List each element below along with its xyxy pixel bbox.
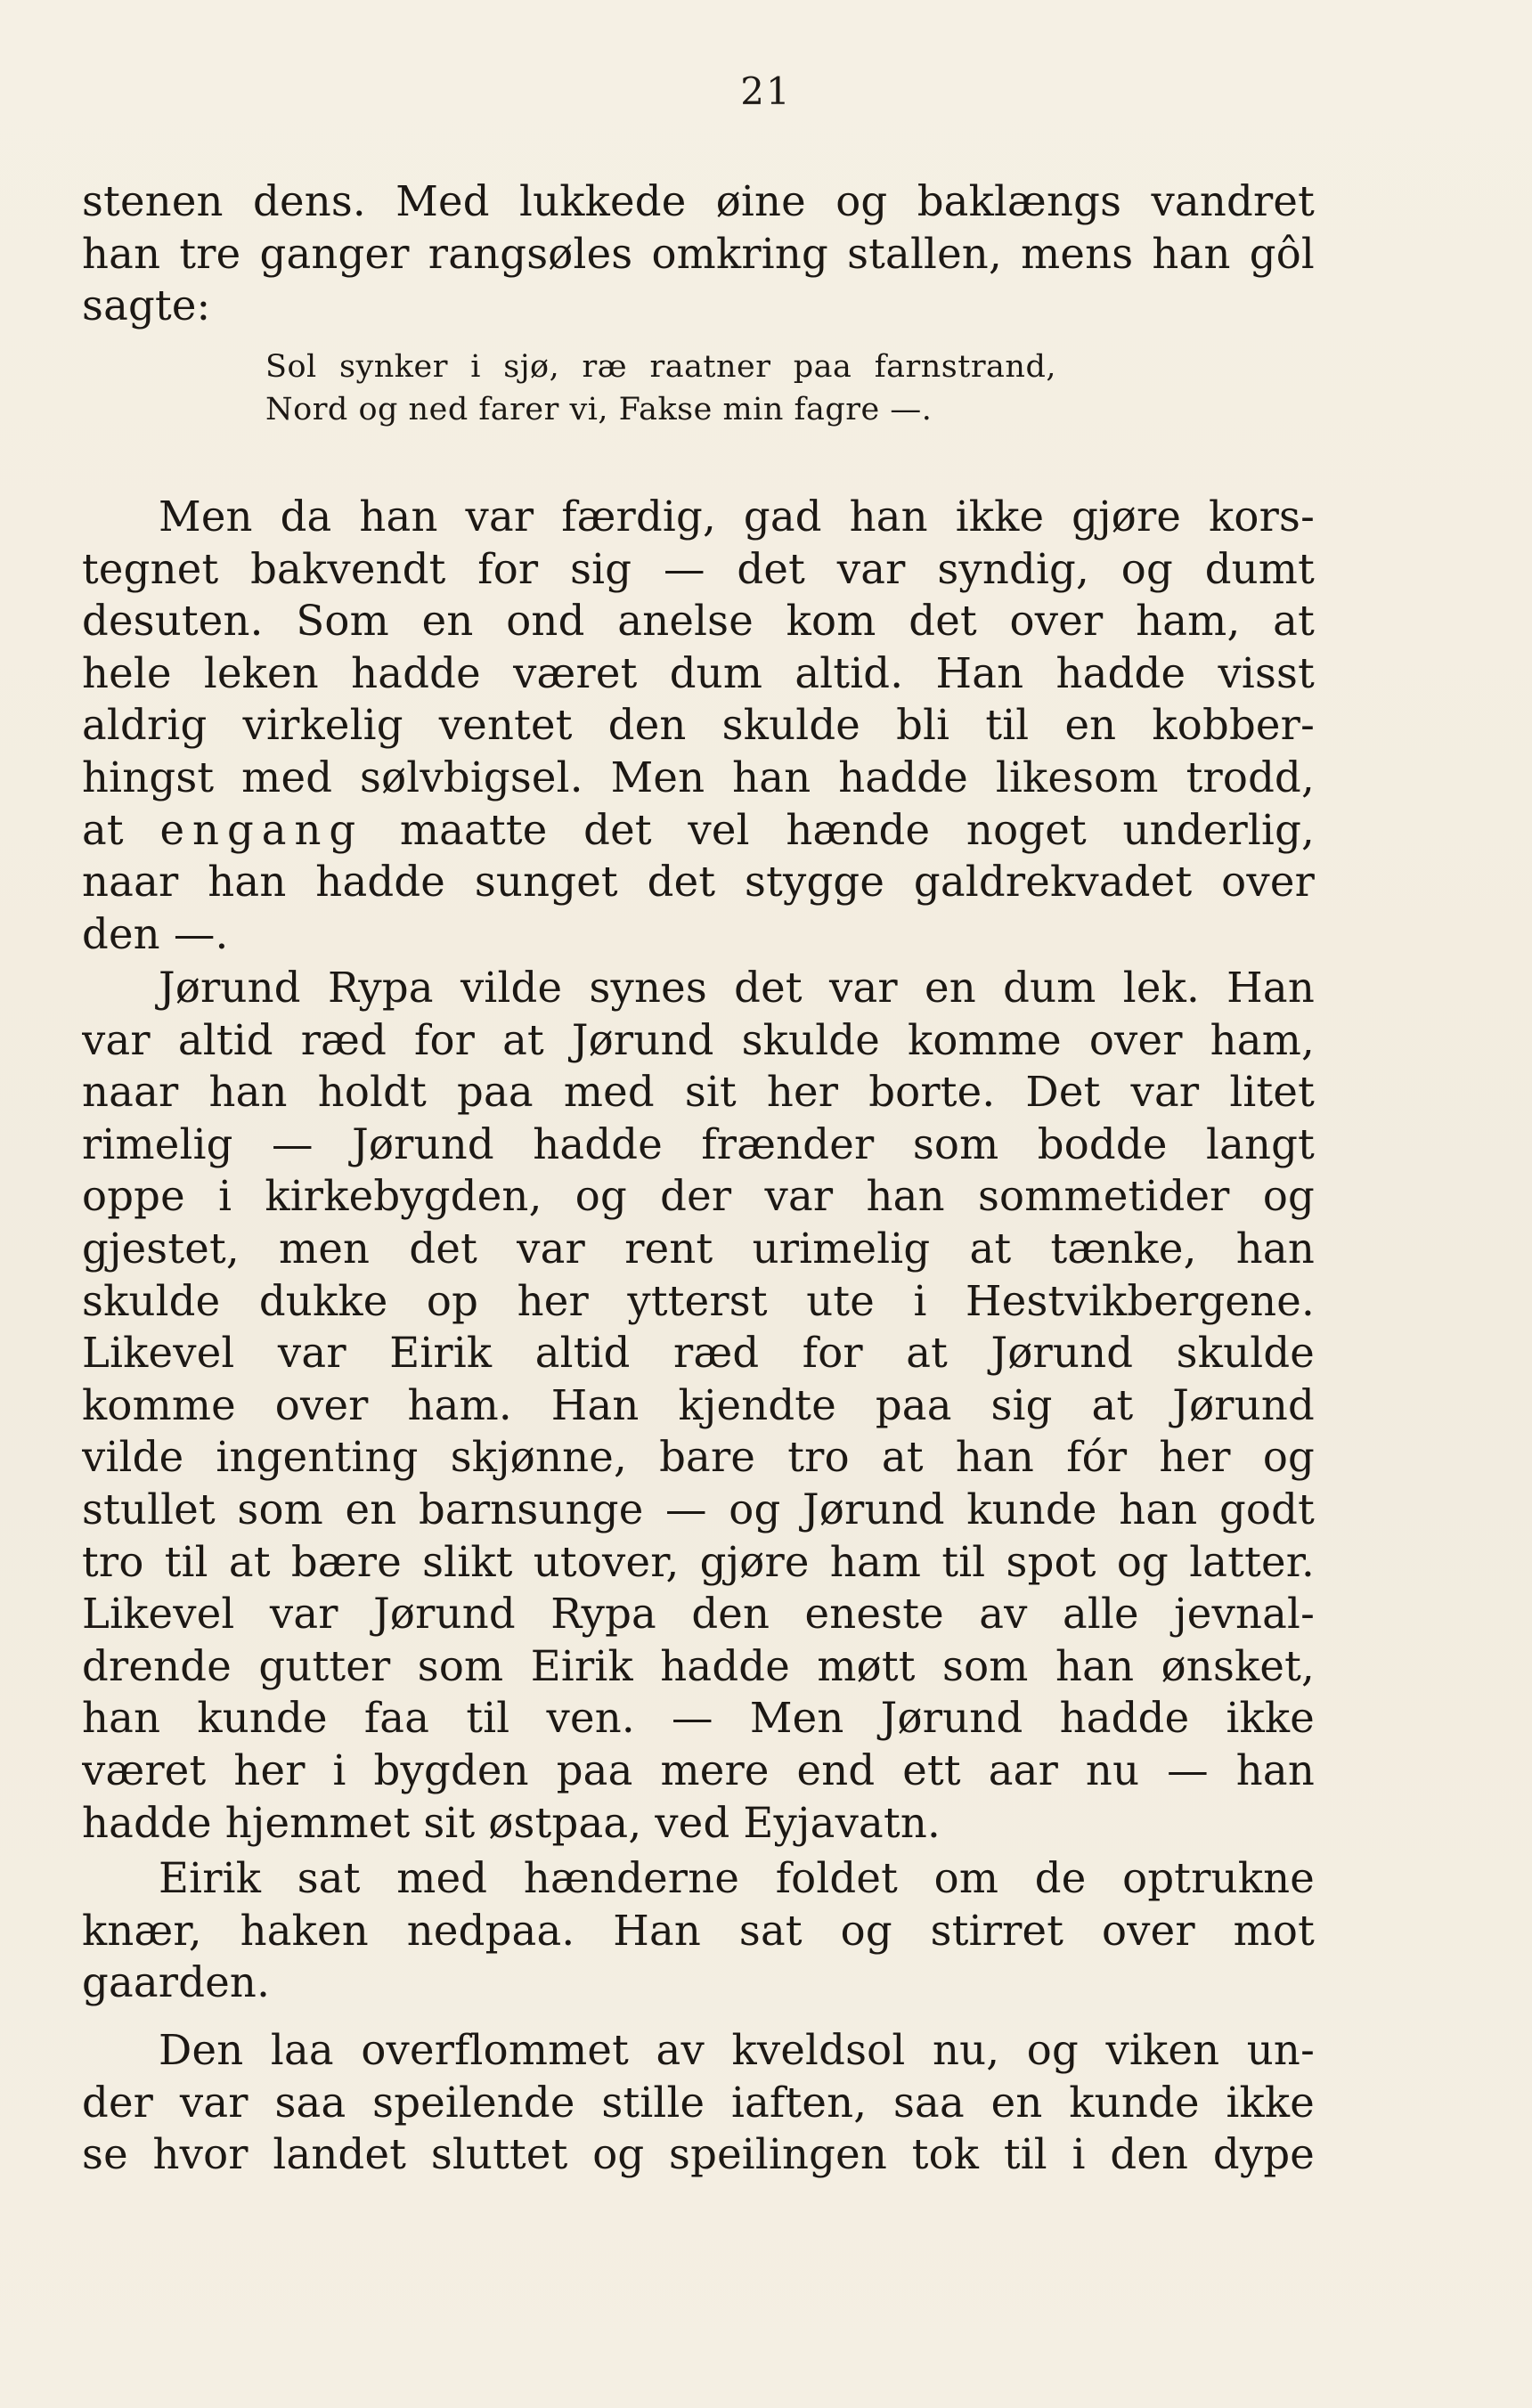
text-line: gjestet, men det var rent urimelig at tænke, han bbox=[82, 1224, 1315, 1273]
text-line: tegnet bakvendt for sig — det var syndig, og dumt bbox=[82, 544, 1315, 593]
verse-line: Nord og ned farer vi, Fakse min fagre —. bbox=[265, 392, 933, 427]
verse-line: Sol synker i sjø, ræ raatner paa farnstrand, bbox=[265, 349, 1056, 385]
emphasized-word: engang bbox=[159, 805, 364, 854]
text-line: stenen dens. Med lukkede øine og baklængs vandret bbox=[82, 177, 1315, 225]
text-line: naar han hadde sunget det stygge galdrekvadet over bbox=[82, 858, 1315, 907]
opening-paragraph bbox=[82, 175, 1315, 332]
paragraph-1 bbox=[82, 491, 1315, 960]
paragraph-3 bbox=[82, 1852, 1315, 2009]
text-line: han kunde faa til ven. — Men Jørund hadde ikke bbox=[82, 1694, 1315, 1743]
text-line: Jørund Rypa vilde synes det var en dum lek. Han bbox=[159, 964, 1315, 1012]
text-line: været her i bygden paa mere end ett aar nu — han bbox=[82, 1745, 1315, 1794]
paragraph-4 bbox=[82, 2024, 1315, 2181]
text-fragment: at bbox=[82, 805, 124, 854]
text-line: hadde hjemmet sit østpaa, ved Eyjavatn. bbox=[82, 1798, 941, 1847]
text-line: han tre ganger rangsøles omkring stallen, mens han gôl bbox=[82, 229, 1315, 278]
text-line: der var saa speilende stille iaften, saa en kunde ikke bbox=[82, 2078, 1315, 2127]
verse-block bbox=[265, 346, 1056, 431]
text-line: Eirik sat med hænderne foldet om de optrukne bbox=[159, 1854, 1315, 1902]
text-line: desuten. Som en ond anelse kom det over ham, at bbox=[82, 597, 1315, 646]
text-line: skulde dukke op her ytterst ute i Hestvikbergene. bbox=[82, 1276, 1315, 1325]
text-line: var altid ræd for at Jørund skulde komme over ham, bbox=[82, 1015, 1315, 1064]
text-line: drende gutter som Eirik hadde møtt som han ønsket, bbox=[82, 1641, 1315, 1690]
paragraph-2 bbox=[82, 962, 1315, 1849]
text-line: Men da han var færdig, gad han ikke gjøre kors- bbox=[159, 492, 1315, 541]
text-line: komme over ham. Han kjendte paa sig at Jørund bbox=[82, 1380, 1315, 1429]
text-fragment: maatte det vel hænde noget underlig, bbox=[399, 805, 1315, 854]
text-line: oppe i kirkebygden, og der var han sommetider og bbox=[82, 1172, 1315, 1221]
text-line: Den laa overflommet av kveldsol nu, og viken un- bbox=[159, 2026, 1315, 2074]
text-line: aldrig virkelig ventet den skulde bli til en kobber- bbox=[82, 701, 1315, 750]
page-number: 21 bbox=[740, 69, 792, 113]
text-line: hele leken hadde været dum altid. Han hadde visst bbox=[82, 648, 1315, 697]
text-line-spaced bbox=[82, 804, 1315, 857]
text-line: vilde ingenting skjønne, bare tro at han fór her og bbox=[82, 1433, 1315, 1482]
text-line: se hvor landet sluttet og speilingen tok til i den dype bbox=[82, 2130, 1315, 2179]
text-line: gaarden. bbox=[82, 1958, 271, 2007]
text-line: tro til at bære slikt utover, gjøre ham til spot og latter. bbox=[82, 1537, 1315, 1586]
text-line: sagte: bbox=[82, 281, 211, 330]
text-line: Likevel var Jørund Rypa den eneste av alle jevnal- bbox=[82, 1590, 1315, 1639]
text-line: Likevel var Eirik altid ræd for at Jørund skulde bbox=[82, 1329, 1315, 1378]
text-line: stullet som en barnsunge — og Jørund kunde han godt bbox=[82, 1485, 1315, 1533]
text-line: naar han holdt paa med sit her borte. Det var litet bbox=[82, 1068, 1315, 1117]
text-line: hingst med sølvbigsel. Men han hadde likesom trodd, bbox=[82, 752, 1315, 801]
text-line: den —. bbox=[82, 909, 229, 958]
text-line: rimelig — Jørund hadde frænder som bodde langt bbox=[82, 1119, 1315, 1168]
text-line: knær, haken nedpaa. Han sat og stirret over mot bbox=[82, 1906, 1315, 1955]
